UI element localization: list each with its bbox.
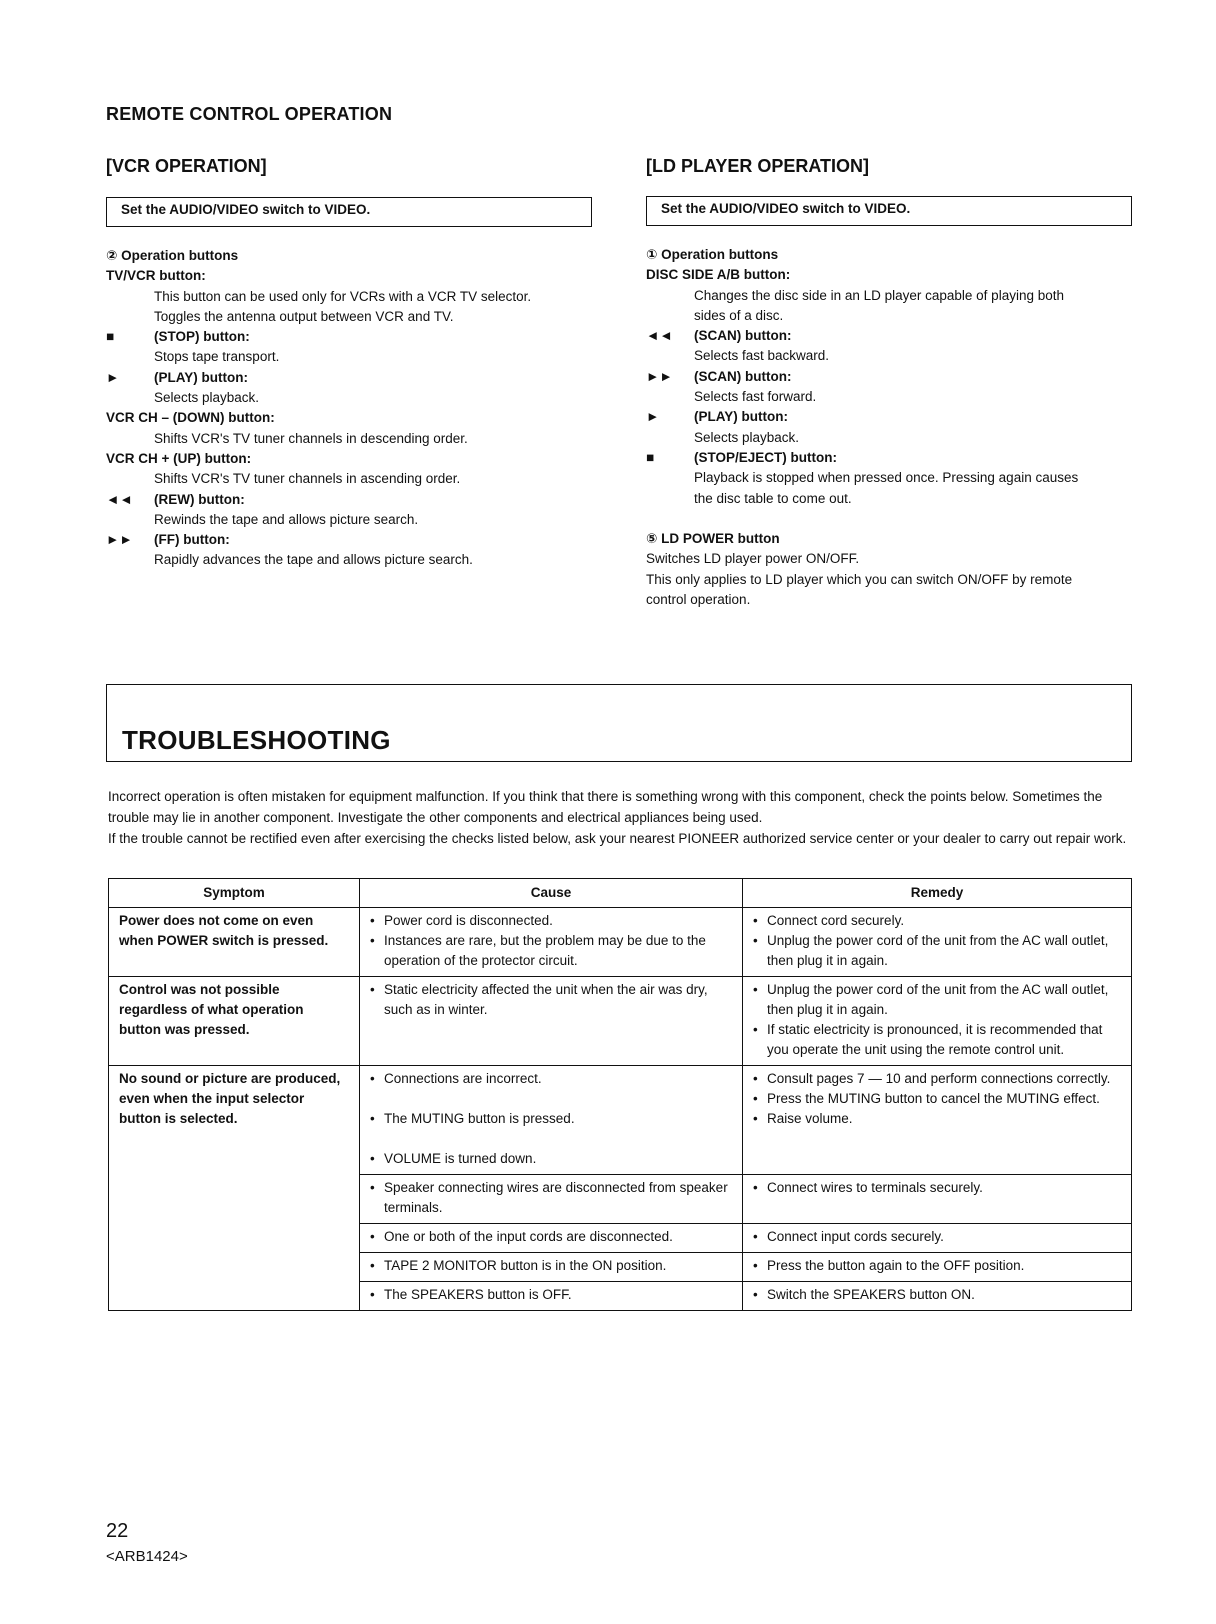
ld-list-line (646, 245, 1146, 265)
vcr-list-line (106, 307, 606, 327)
vcr-list-line (106, 510, 606, 530)
transport-symbol-icon: ►► (646, 368, 673, 384)
button-heading: ⑤ LD POWER button (646, 531, 780, 547)
cause-item: • The SPEAKERS button is OFF. (370, 1285, 732, 1305)
remedy-cell (743, 1066, 1132, 1175)
remedy-item: • Connect wires to terminals securely. (753, 1178, 1121, 1198)
remedy-item: • Connect input cords securely. (753, 1227, 1121, 1247)
remedy-cell (743, 1175, 1132, 1224)
troubleshooting-intro (108, 786, 1138, 849)
ld-list-line (646, 326, 1146, 346)
cause-item: • Static electricity affected the unit when the air was dry, such as in winter. (370, 980, 732, 1020)
table-row (109, 977, 1132, 1066)
button-description: This only applies to LD player which you can switch ON/OFF by remote (646, 571, 1073, 587)
cause-cell (360, 1066, 743, 1175)
ld-list-line (646, 448, 1146, 468)
cause-cell (360, 908, 743, 977)
ld-list-line (646, 549, 1146, 569)
vcr-list-line (106, 246, 606, 266)
table-row (109, 908, 1132, 977)
remedy-cell (743, 977, 1132, 1066)
vcr-list-line (106, 490, 606, 510)
cause-item: • Connections are incorrect. (370, 1069, 732, 1089)
remedy-item: • Connect cord securely. (753, 911, 1121, 931)
button-description: Shifts VCR's TV tuner channels in descending order. (154, 430, 468, 446)
ld-list-line (646, 387, 1146, 407)
button-description: Rapidly advances the tape and allows picture search. (154, 552, 473, 568)
button-heading: (SCAN) button: (694, 328, 792, 344)
ld-button-list (646, 245, 1146, 610)
cause-item: • Instances are rare, but the problem may be due to the operation of the protector circuit. (370, 931, 732, 971)
symptom-cell: Control was not possible regardless of what operation button was pressed. (109, 977, 360, 1066)
button-heading: VCR CH + (UP) button: (106, 450, 252, 466)
ld-list-line (646, 306, 1146, 326)
button-heading: (PLAY) button: (154, 369, 248, 385)
cause-item: • Speaker connecting wires are disconnected from speaker terminals. (370, 1178, 732, 1218)
vcr-list-line (106, 388, 606, 408)
button-heading: (STOP) button: (154, 329, 250, 345)
remedy-header: Remedy (743, 879, 1132, 908)
remedy-cell (743, 908, 1132, 977)
cause-item: • Power cord is disconnected. (370, 911, 732, 931)
symptom-cell: Power does not come on even when POWER switch is pressed. (109, 908, 360, 977)
remedy-cell (743, 1224, 1132, 1253)
vcr-list-line (106, 408, 606, 428)
symptom-cell: No sound or picture are produced, even when the input selector button is selected. (109, 1066, 360, 1311)
remedy-item: • Press the MUTING button to cancel the MUTING effect. (753, 1089, 1121, 1109)
cause-item: • TAPE 2 MONITOR button is in the ON position. (370, 1256, 732, 1276)
button-heading: DISC SIDE A/B button: (646, 267, 791, 283)
vcr-list-line (106, 287, 606, 307)
ld-note-box: Set the AUDIO/VIDEO switch to VIDEO. (646, 196, 1132, 226)
table-row (109, 1066, 1132, 1175)
ld-list-line (646, 346, 1146, 366)
remedy-item: • Unplug the power cord of the unit from the AC wall outlet, then plug it in again. (753, 931, 1121, 971)
remedy-cell (743, 1253, 1132, 1282)
vcr-list-line (106, 347, 606, 367)
button-description: Selects playback. (154, 390, 260, 406)
cause-header: Cause (360, 879, 743, 908)
button-description: Rewinds the tape and allows picture search. (154, 511, 419, 527)
vcr-operation-title: [VCR OPERATION] (106, 156, 267, 176)
button-description: This button can be used only for VCRs with a VCR TV selector. (154, 288, 532, 304)
vcr-list-line (106, 327, 606, 347)
document-code: <ARB1424> (106, 1548, 188, 1565)
page-number: 22 (106, 1520, 129, 1542)
button-heading: (STOP/EJECT) button: (694, 449, 837, 465)
section-title: REMOTE CONTROL OPERATION (106, 104, 393, 124)
vcr-button-list (106, 246, 606, 571)
button-heading: (REW) button: (154, 491, 245, 507)
button-description: Switches LD player power ON/OFF. (646, 551, 860, 567)
troubleshooting-title: TROUBLESHOOTING (122, 725, 391, 755)
ld-list-line (646, 286, 1146, 306)
remedy-cell (743, 1282, 1132, 1311)
button-heading: ② Operation buttons (106, 248, 239, 263)
cause-item: • One or both of the input cords are disconnected. (370, 1227, 732, 1247)
vcr-list-line (106, 550, 606, 570)
button-heading: TV/VCR button: (106, 268, 206, 284)
vcr-list-line (106, 368, 606, 388)
button-heading: VCR CH – (DOWN) button: (106, 410, 275, 426)
transport-symbol-icon: ■ (106, 329, 115, 345)
transport-symbol-icon: ◄◄ (646, 328, 673, 344)
button-description: Changes the disc side in an LD player capable of playing both (694, 287, 1064, 303)
button-description: Playback is stopped when pressed once. Pressing again causes (694, 470, 1079, 486)
ld-list-line (646, 428, 1146, 448)
remedy-item: • Press the button again to the OFF position. (753, 1256, 1121, 1276)
button-description: Toggles the antenna output between VCR and TV. (154, 308, 454, 324)
button-description: Shifts VCR's TV tuner channels in ascending order. (154, 471, 461, 487)
transport-symbol-icon: ►► (106, 532, 133, 548)
vcr-list-line (106, 266, 606, 286)
button-description: Stops tape transport. (154, 349, 280, 365)
cause-cell (360, 977, 743, 1066)
transport-symbol-icon: ◄◄ (106, 491, 133, 507)
ld-list-line (646, 407, 1146, 427)
button-description: Selects fast forward. (694, 389, 817, 405)
cause-item: • VOLUME is turned down. (370, 1149, 732, 1169)
cause-cell (360, 1253, 743, 1282)
button-description: Selects playback. (694, 429, 800, 445)
button-heading: (FF) button: (154, 532, 230, 548)
ld-operation-title: [LD PLAYER OPERATION] (646, 156, 870, 176)
ld-list-line (646, 367, 1146, 387)
button-description: sides of a disc. (694, 307, 784, 323)
remedy-item: • Consult pages 7 — 10 and perform connections correctly. (753, 1069, 1121, 1089)
vcr-list-line (106, 530, 606, 550)
button-heading: (SCAN) button: (694, 368, 792, 384)
button-description: the disc table to come out. (694, 490, 852, 506)
transport-symbol-icon: ■ (646, 449, 655, 465)
ld-list-line (646, 265, 1146, 285)
ld-list-line (646, 590, 1146, 610)
button-heading: ① Operation buttons (646, 247, 779, 262)
transport-symbol-icon: ► (646, 409, 660, 425)
cause-cell (360, 1175, 743, 1224)
ld-list-line (646, 468, 1146, 488)
remedy-item: • If static electricity is pronounced, it is recommended that you operate the unit using the remote control unit. (753, 1020, 1121, 1060)
button-description: control operation. (646, 592, 751, 608)
ld-list-line (646, 570, 1146, 590)
remedy-item: • Unplug the power cord of the unit from the AC wall outlet, then plug it in again. (753, 980, 1121, 1020)
ld-list-line (646, 489, 1146, 509)
remedy-item: • Raise volume. (753, 1109, 1121, 1129)
cause-cell (360, 1282, 743, 1311)
cause-cell (360, 1224, 743, 1253)
vcr-list-line (106, 449, 606, 469)
table-header-row (109, 879, 1132, 908)
intro-paragraph: Incorrect operation is often mistaken for equipment malfunction. If you think that there is something wrong with this component, check the points below. Sometimes the trouble may lie in another component. Investigate the other components and electrical appliances being used. (108, 789, 1103, 825)
ld-list-line (646, 509, 1146, 529)
vcr-list-line (106, 469, 606, 489)
troubleshooting-table (108, 878, 1132, 1311)
transport-symbol-icon: ► (106, 369, 120, 385)
ld-list-line (646, 529, 1146, 549)
remedy-item: • Switch the SPEAKERS button ON. (753, 1285, 1121, 1305)
cause-item: • The MUTING button is pressed. (370, 1109, 732, 1129)
intro-paragraph: If the trouble cannot be rectified even after exercising the checks listed below, ask your nearest PIONEER authorized service center or your dealer to carry out repair work. (108, 831, 1127, 846)
vcr-list-line (106, 429, 606, 449)
button-description: Selects fast backward. (694, 348, 830, 364)
symptom-header: Symptom (109, 879, 360, 908)
button-heading: (PLAY) button: (694, 409, 788, 425)
vcr-note-box: Set the AUDIO/VIDEO switch to VIDEO. (106, 197, 592, 227)
